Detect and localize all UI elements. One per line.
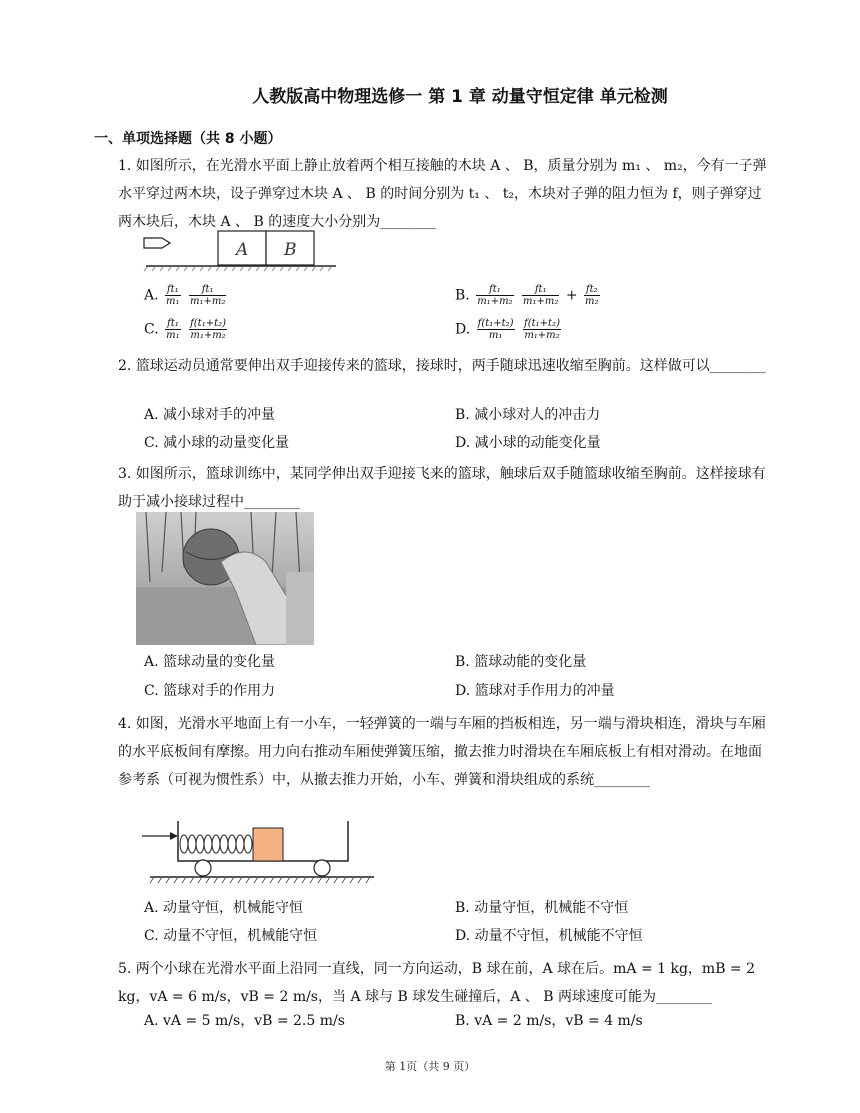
- q4-option-b[interactable]: B. 动量守恒，机械能不守恒: [455, 900, 629, 916]
- page-footer: 第 1页（共 9 页）: [384, 1060, 476, 1073]
- q1-option-b[interactable]: B. $\frac{\text{ft₁}}{\text{m₁+m₂}}$ $\frac{\text{ft₁}}{\text{m₁+m₂}}$ + $\frac{\text{ft₂}}{\text{m₂}}$: [455, 284, 599, 307]
- q4-option-c[interactable]: C. 动量不守恒，机械能守恒: [144, 928, 318, 944]
- basketball-photo: [136, 512, 314, 645]
- q3-option-b[interactable]: B. 篮球动能的变化量: [455, 654, 587, 670]
- page-title: 人教版高中物理选修一 第 1 章 动量守恒定律 单元检测: [252, 87, 668, 107]
- q3-option-c[interactable]: C. 篮球对手的作用力: [144, 683, 276, 699]
- question-3-stem: 3. 如图所示，篮球训练中，某同学伸出双手迎接飞来的篮球，触球后双手随篮球收缩至胸前。这样接球有助于减小接球过程中________: [118, 466, 766, 510]
- question-1-stem: 1. 如图所示，在光滑水平面上静止放着两个相互接触的木块 A 、 B，质量分别为 m₁ 、 m₂，今有一子弹水平穿过两木块，设子弹穿过木块 A 、 B 的时间分别为 t₁ 、 t₂，木块对子弹的阻力恒为 f，则子弹穿过两木块后，木块 A 、 B 的速度大小分别为________: [118, 158, 767, 230]
- q2-option-d[interactable]: D. 减小球的动能变化量: [455, 435, 601, 451]
- q2-option-a[interactable]: A. 减小球对手的冲量: [144, 407, 276, 423]
- q1-option-c[interactable]: C. $\frac{\text{ft₁}}{\text{m₁}}$ $\frac{\text{f(t₁+t₂)}}{\text{m₁+m₂}}$: [144, 318, 227, 341]
- slider-block: [253, 828, 283, 861]
- blocks-figure: [140, 226, 340, 272]
- question-4-stem: 4. 如图，光滑水平地面上有一小车，一轻弹簧的一端与车厢的挡板相连，另一端与滑块相连，滑块与车厢的水平底板间有摩擦。用力向右推动车厢使弹簧压缩，撤去推力时滑块在车厢底板上有相对滑动。在地面参考系（可视为惯性系）中，从撤去推力开始，小车、弹簧和滑块组成的系统________: [118, 716, 766, 788]
- q1-option-a[interactable]: A. $\frac{\text{ft₁}}{\text{m₁}}$ $\frac{\text{ft₁}}{\text{m₁+m₂}}$: [144, 284, 226, 307]
- q4-option-d[interactable]: D. 动量不守恒，机械能不守恒: [455, 928, 643, 944]
- q2-option-b[interactable]: B. 减小球对人的冲击力: [455, 407, 601, 423]
- wheel-left: [195, 860, 211, 876]
- q3-option-a[interactable]: A. 篮球动量的变化量: [144, 654, 276, 670]
- wheel-right: [314, 860, 330, 876]
- q5-option-b[interactable]: B. vA = 2 m/s，vB = 4 m/s: [455, 1013, 643, 1029]
- section-heading: 一、单项选择题（共 8 小题）: [94, 131, 282, 147]
- q5-option-a[interactable]: A. vA = 5 m/s，vB = 2.5 m/s: [144, 1013, 345, 1029]
- question-2-stem: 2. 篮球运动员通常要伸出双手迎接传来的篮球，接球时，两手随球迅速收缩至胸前。这样做可以________: [118, 358, 766, 374]
- block-b-label: B: [284, 240, 297, 260]
- q3-option-d[interactable]: D. 篮球对手作用力的冲量: [455, 683, 615, 699]
- block-a-label: A: [236, 240, 249, 260]
- q2-option-c[interactable]: C. 减小球的动量变化量: [144, 435, 290, 451]
- q4-option-a[interactable]: A. 动量守恒，机械能守恒: [144, 900, 304, 916]
- cart-spring-figure: [140, 815, 380, 889]
- bullet-shape: [144, 238, 170, 248]
- question-5-stem: 5. 两个小球在光滑水平面上沿同一直线，同一方向运动，B 球在前，A 球在后。mA = 1 kg，mB = 2 kg，vA = 6 m/s，vB = 2 m/s，当 A 球与 B 球发生碰撞后，A 、 B 两球速度可能为________: [118, 961, 756, 1005]
- q1-option-d[interactable]: D. $\frac{\text{f(t₁+t₂)}}{\text{m₁}}$ $\frac{\text{f(t₁+t₂)}}{\text{m₁+m₂}}$: [455, 318, 560, 341]
